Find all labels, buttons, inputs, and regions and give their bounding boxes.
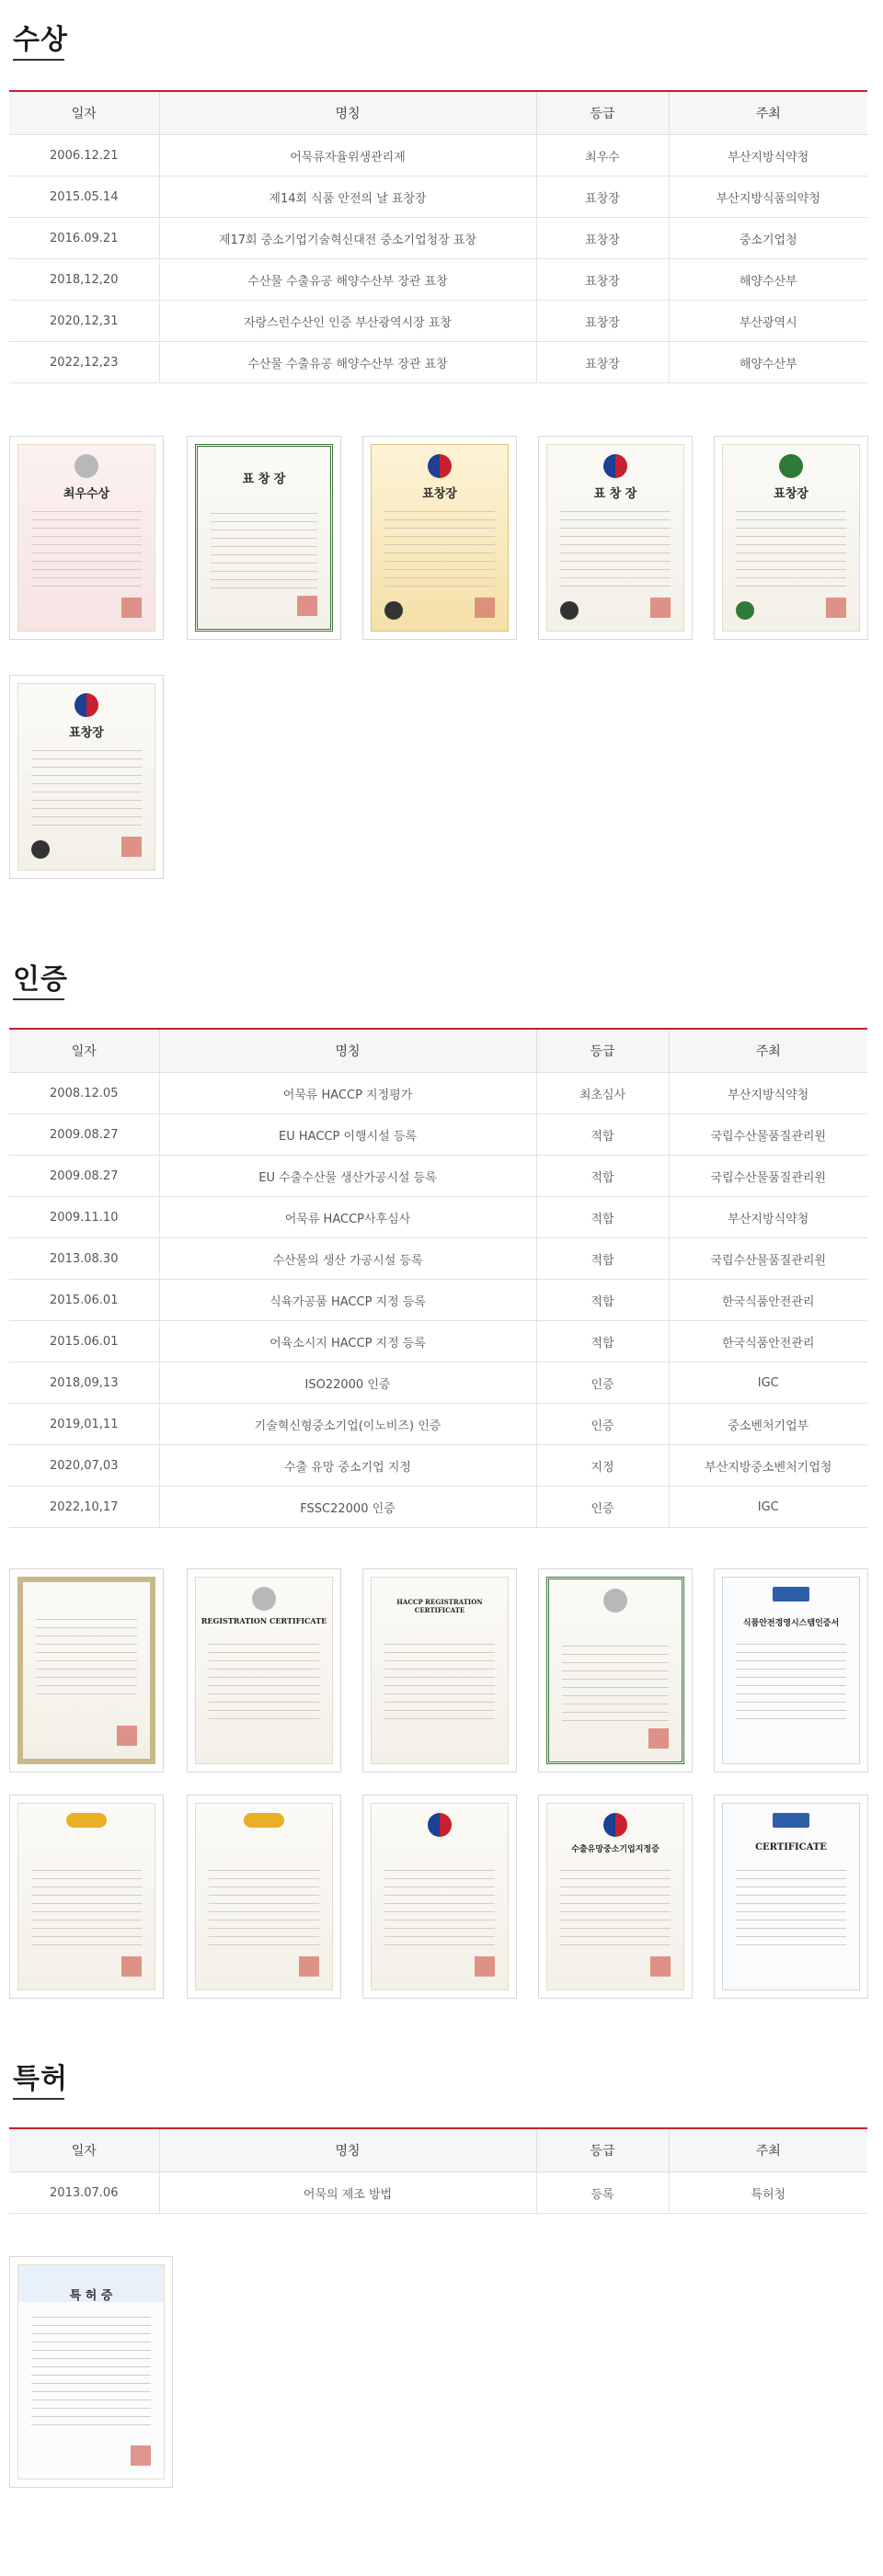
cell-name: 수산물의 생산 가공시설 등록 — [159, 1238, 536, 1280]
table-row — [9, 1114, 867, 1156]
certificate-award-3[interactable] — [362, 436, 517, 640]
patents-table — [9, 2127, 867, 2214]
cell-date: 2022,10,17 — [9, 1487, 159, 1528]
cell-host: 중소벤처기업부 — [669, 1404, 867, 1445]
certificate-cert-8[interactable] — [362, 1795, 517, 1999]
table-row — [9, 259, 867, 301]
certificate-heading: HACCP REGISTRATION CERTIFICATE — [396, 1598, 483, 1614]
patents-section — [0, 2050, 883, 2576]
col-grade: 등급 — [536, 2128, 669, 2172]
certificate-heading: REGISTRATION CERTIFICATE — [201, 1616, 327, 1625]
certificate-cert-7[interactable] — [187, 1795, 341, 1999]
cell-name: 어묵의 제조 방법 — [159, 2172, 536, 2214]
cell-grade: 인증 — [536, 1487, 669, 1528]
col-name: 명칭 — [159, 91, 536, 135]
awards-table — [9, 90, 867, 383]
cell-grade: 표창장 — [536, 342, 669, 383]
section-underline — [13, 998, 64, 1000]
cell-grade: 적합 — [536, 1238, 669, 1280]
table-row — [9, 2172, 867, 2214]
cell-date: 2019,01,11 — [9, 1404, 159, 1445]
col-grade: 등급 — [536, 91, 669, 135]
cell-date: 2015.06.01 — [9, 1321, 159, 1362]
cell-name: 수산물 수출유공 해양수산부 장관 표창 — [159, 342, 536, 383]
table-row — [9, 218, 867, 259]
col-name: 명칭 — [159, 2128, 536, 2172]
certificate-heading: 표창장 — [69, 726, 104, 740]
cell-name: 제14회 식품 안전의 날 표창장 — [159, 177, 536, 218]
certificate-cert-1[interactable] — [9, 1568, 164, 1772]
awards-section — [0, 0, 883, 910]
cell-grade: 적합 — [536, 1114, 669, 1156]
table-row — [9, 1362, 867, 1404]
cell-grade: 적합 — [536, 1321, 669, 1362]
cell-date: 2006.12.21 — [9, 135, 159, 177]
certificate-heading: 표창장 — [774, 487, 808, 501]
cell-grade: 적합 — [536, 1280, 669, 1321]
cell-grade: 적합 — [536, 1156, 669, 1197]
certificate-cert-6[interactable] — [9, 1795, 164, 1999]
cell-host: 중소기업청 — [669, 218, 867, 259]
cell-grade: 표창장 — [536, 218, 669, 259]
table-row — [9, 1445, 867, 1487]
cell-name: 제17회 중소기업기술혁신대전 중소기업청장 표창 — [159, 218, 536, 259]
cell-host: 부산지방식약청 — [669, 135, 867, 177]
certificate-award-5[interactable] — [714, 436, 868, 640]
cell-grade: 최우수 — [536, 135, 669, 177]
table-row — [9, 1321, 867, 1362]
certificate-heading: 식품안전경영시스템인증서 — [742, 1619, 840, 1628]
col-host: 주최 — [669, 2128, 867, 2172]
cell-date: 2013.07.06 — [9, 2172, 159, 2214]
col-date: 일자 — [9, 2128, 159, 2172]
table-row — [9, 1238, 867, 1280]
cell-name: ISO22000 인증 — [159, 1362, 536, 1404]
certificate-cert-9[interactable] — [538, 1795, 693, 1999]
cell-grade: 표창장 — [536, 301, 669, 342]
cell-host: 특허청 — [669, 2172, 867, 2214]
cell-name: 어묵류자율위생관리제 — [159, 135, 536, 177]
cell-name: 자랑스런수산인 인증 부산광역시장 표창 — [159, 301, 536, 342]
cell-host: IGC — [669, 1362, 867, 1404]
certificate-cert-4[interactable] — [538, 1568, 693, 1772]
col-date: 일자 — [9, 91, 159, 135]
section-title-awards: 수상 — [13, 24, 68, 56]
cell-grade: 지정 — [536, 1445, 669, 1487]
cell-name: 식육가공품 HACCP 지정 등록 — [159, 1280, 536, 1321]
cell-date: 2016.09.21 — [9, 218, 159, 259]
col-grade: 등급 — [536, 1029, 669, 1073]
certificate-heading: 표창장 — [422, 487, 457, 501]
cell-host: 해양수산부 — [669, 259, 867, 301]
certifications-table — [9, 1028, 867, 1528]
cell-name: 수산물 수출유공 해양수산부 장관 표창 — [159, 259, 536, 301]
cell-name: 어육소시지 HACCP 지정 등록 — [159, 1321, 536, 1362]
cell-grade: 인증 — [536, 1362, 669, 1404]
section-title-certifications: 인증 — [13, 963, 68, 996]
certificate-award-6[interactable] — [9, 675, 164, 879]
section-title-patents: 특허 — [13, 2063, 68, 2095]
cell-host: 해양수산부 — [669, 342, 867, 383]
section-underline — [13, 2098, 64, 2100]
cell-date: 2018,09,13 — [9, 1362, 159, 1404]
certificate-patent-1[interactable] — [9, 2256, 173, 2488]
cell-date: 2020,07,03 — [9, 1445, 159, 1487]
cell-name: 어묵류 HACCP 지정평가 — [159, 1073, 536, 1114]
col-host: 주최 — [669, 1029, 867, 1073]
cell-name: EU 수출수산물 생산가공시설 등록 — [159, 1156, 536, 1197]
certificate-heading: 표 창 장 — [593, 487, 637, 501]
table-row — [9, 1073, 867, 1114]
cell-name: FSSC22000 인증 — [159, 1487, 536, 1528]
certificate-cert-10[interactable] — [714, 1795, 868, 1999]
cell-host: 국립수산물품질관리원 — [669, 1156, 867, 1197]
cell-date: 2008.12.05 — [9, 1073, 159, 1114]
col-name: 명칭 — [159, 1029, 536, 1073]
certificate-heading: 최우수상 — [63, 487, 110, 501]
cell-host: 부산지방식약청 — [669, 1073, 867, 1114]
cell-name: 수출 유망 중소기업 지정 — [159, 1445, 536, 1487]
cell-name: EU HACCP 이행시설 등록 — [159, 1114, 536, 1156]
cell-grade: 표창장 — [536, 177, 669, 218]
cell-date: 2013.08.30 — [9, 1238, 159, 1280]
cell-date: 2020,12,31 — [9, 301, 159, 342]
certificate-award-1[interactable] — [9, 436, 164, 640]
cell-host: 국립수산물품질관리원 — [669, 1238, 867, 1280]
cell-date: 2015.06.01 — [9, 1280, 159, 1321]
cell-date: 2015.05.14 — [9, 177, 159, 218]
cell-host: 한국식품안전관리 — [669, 1321, 867, 1362]
cell-host: 한국식품안전관리 — [669, 1280, 867, 1321]
col-host: 주최 — [669, 91, 867, 135]
col-date: 일자 — [9, 1029, 159, 1073]
cell-host: 부산지방식품의약청 — [669, 177, 867, 218]
table-row — [9, 342, 867, 383]
table-row — [9, 1487, 867, 1528]
cell-date: 2022,12,23 — [9, 342, 159, 383]
table-row — [9, 1197, 867, 1238]
certificate-award-4[interactable] — [538, 436, 693, 640]
certificate-heading: 수출유망중소기업지정증 — [571, 1845, 659, 1854]
cell-grade: 등록 — [536, 2172, 669, 2214]
cell-grade: 인증 — [536, 1404, 669, 1445]
cell-host: IGC — [669, 1487, 867, 1528]
certificate-cert-5[interactable] — [714, 1568, 868, 1772]
cell-host: 부산지방식약청 — [669, 1197, 867, 1238]
cell-host: 국립수산물품질관리원 — [669, 1114, 867, 1156]
cell-date: 2018,12,20 — [9, 259, 159, 301]
cell-host: 부산지방중소벤처기업청 — [669, 1445, 867, 1487]
cell-grade: 적합 — [536, 1197, 669, 1238]
cell-grade: 최초심사 — [536, 1073, 669, 1114]
section-underline — [13, 59, 64, 61]
cell-host: 부산광역시 — [669, 301, 867, 342]
certificate-award-2[interactable] — [187, 436, 341, 640]
certificate-cert-3[interactable] — [362, 1568, 517, 1772]
certificate-cert-2[interactable] — [187, 1568, 341, 1772]
table-row — [9, 1280, 867, 1321]
cell-name: 기술혁신형중소기업(이노비즈) 인증 — [159, 1404, 536, 1445]
cell-date: 2009.08.27 — [9, 1114, 159, 1156]
certificate-heading: CERTIFICATE — [755, 1842, 827, 1852]
certificate-heading: 표 창 장 — [242, 473, 286, 486]
table-row — [9, 301, 867, 342]
table-row — [9, 135, 867, 177]
cell-date: 2009.11.10 — [9, 1197, 159, 1238]
table-row — [9, 1156, 867, 1197]
cell-name: 어묵류 HACCP사후심사 — [159, 1197, 536, 1238]
cell-date: 2009.08.27 — [9, 1156, 159, 1197]
certificate-heading: 특 허 증 — [69, 2289, 113, 2303]
certifications-section — [0, 947, 883, 2050]
cell-grade: 표창장 — [536, 259, 669, 301]
table-row — [9, 1404, 867, 1445]
table-row — [9, 177, 867, 218]
